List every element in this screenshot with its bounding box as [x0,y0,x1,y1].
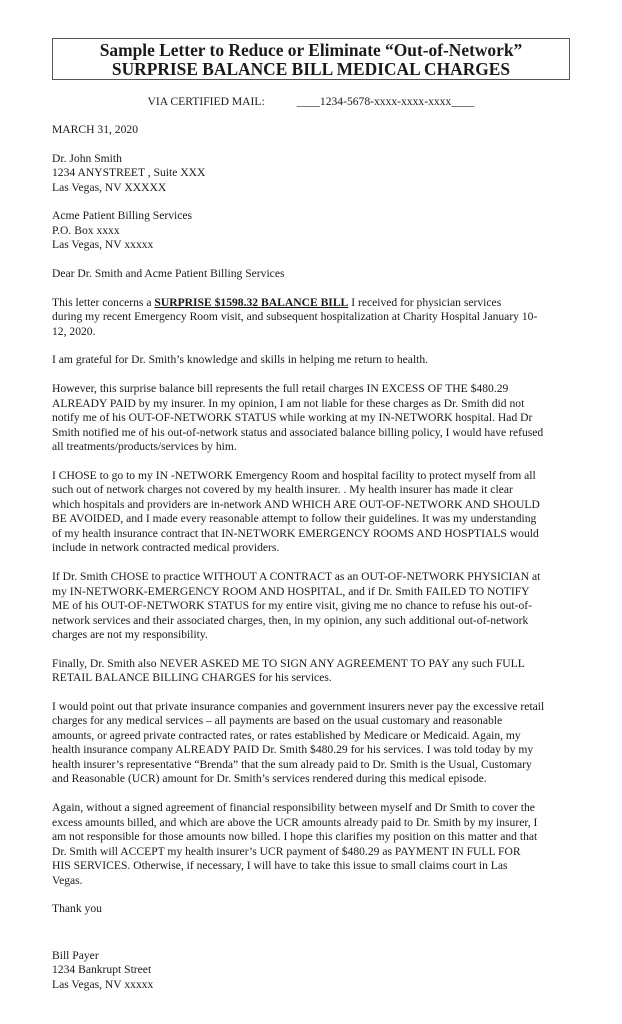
letter-date: MARCH 31, 2020 [52,123,138,136]
paragraph-6: Finally, Dr. Smith also NEVER ASKED ME TO SIGN ANY AGREEMENT TO PAY any such FULL RETAIL BALANCE BILLING CHARGES for his services. [52,656,525,685]
title-line-2: SURPRISE BALANCE BILL MEDICAL CHARGES [111,59,511,79]
paragraph-8: Again, without a signed agreement of financial responsibility between myself and Dr Smith to cover the excess amounts billed, and which are above the UCR amounts already paid to Dr. Smith by my insurer, I am not responsible for those amounts now billed. I hope this clarifies my position on this matter and that Dr. Smith will ACCEPT my health insurer’s UCR payment of $480.29 as PAYMENT IN FULL FOR HIS SERVICES. Otherwise, if necessary, I will have to take this issue to small claims court in Las Vegas. [52,801,538,887]
signature-city: Las Vegas, NV xxxxx [52,977,154,991]
certified-mail-line [0,95,622,110]
title-line-1: Sample Letter to Reduce or Eliminate “Out-of-Network” [99,40,523,60]
paragraph-3: However, this surprise balance bill represents the full retail charges IN EXCESS OF THE $480.29 ALREADY PAID by my insurer. In my opinion, I am not liable for these charges as Dr. Smith did not notify me of his OUT-OF-NETWORK STATUS while working at my IN-NETWORK hospital. Had Dr Smith notified me of his out-of-network status and associated balance billing policy, I would have refused all treatments/products/services by him. [52,382,544,454]
paragraph-4: I CHOSE to go to my IN -NETWORK Emergency Room and hospital facility to protect myself from all such out of network charges not covered by my health insurer. . My health insurer has made it clear which hospitals and providers are in-network AND WHICH ARE OUT-OF-NETWORK AND SHOULD BE AVOIDED, and I made every reasonable attempt to follow their guidelines. It was my understanding of my health insurance contract that IN-NETWORK EMERGENCY ROOMS AND HOSPTIALS would include in network contracted medical providers. [52,468,540,555]
paragraph-5: If Dr. Smith CHOSE to practice WITHOUT A CONTRACT as an OUT-OF-NETWORK PHYSICIAN at my IN-NETWORK-EMERGENCY ROOM AND HOSPITAL, and if Dr. Smith FAILED TO NOTIFY ME of his OUT-OF-NETWORK STATUS for my entire visit, giving me no chance to refuse his out-of- network services and their associated charges, then, in my opinion, any such additional out-of-network charges are not my responsibility. [52,570,541,641]
recipient-1-name: Dr. John Smith [52,151,122,165]
certified-mail-number: ____1234-5678-xxxx-xxxx-xxxx____ [296,95,475,108]
signature-name: Bill Payer [52,948,99,962]
recipient-1-street: 1234 ANYSTREET , Suite XXX [52,166,206,180]
letter-body [52,123,572,1007]
letter-title-box [52,38,570,80]
surprise-bill-amount: SURPRISE $1598.32 BALANCE BILL [154,295,349,309]
paragraph-1: This letter concerns a SURPRISE $1598.32 BALANCE BILL I received for physician services during my recent Emergency Room visit, and subsequent hospitalization at Charity Hospital January 10- 12, 2020. [52,295,538,338]
recipient-1-city: Las Vegas, NV XXXXX [52,180,167,194]
recipient-2-street: P.O. Box xxxx [52,223,120,237]
recipient-2-city: Las Vegas, NV xxxxx [52,238,154,252]
paragraph-7: I would point out that private insurance companies and government insurers never pay the excessive retail charges for any medical services – all payments are based on the usual customary and reasonable amounts, or agreed private contracted rates, or rates established by Medicare or Medicaid. Again, my health insurance company ALREADY PAID Dr. Smith $480.29 for his services. I was told today by my health insurer’s representative “Brenda” that the sum already paid to Dr. Smith is the Usual, Customary and Reasonable (UCR) amount for Dr. Smith’s services rendered during this medical episode. [52,699,545,786]
salutation: Dear Dr. Smith and Acme Patient Billing Services [52,267,285,281]
recipient-2-name: Acme Patient Billing Services [52,209,193,223]
signature-street: 1234 Bankrupt Street [52,963,152,977]
recipient-address-2 [52,209,572,253]
signature-block [52,949,572,993]
recipient-address-1 [52,152,572,196]
paragraph-2: I am grateful for Dr. Smith’s knowledge and skills in helping me return to health. [52,353,429,367]
certified-mail-label: VIA CERTIFIED MAIL: [147,95,265,108]
closing: Thank you [52,902,102,916]
